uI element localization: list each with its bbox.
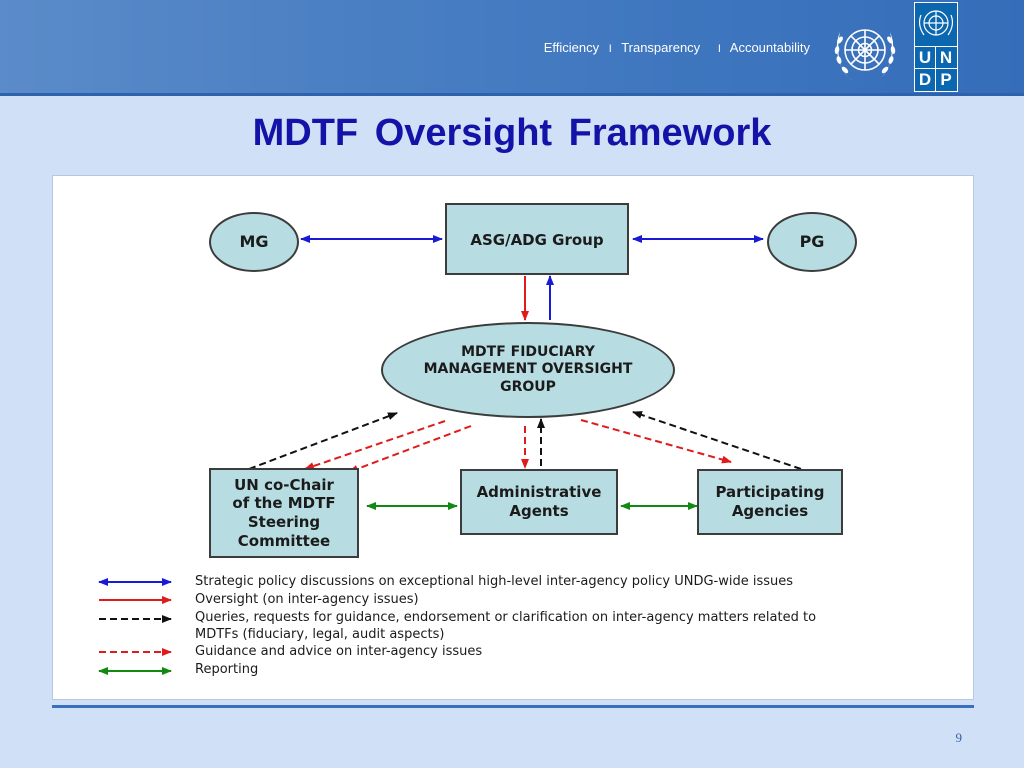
undp-letter: P (940, 70, 952, 89)
page-number: 9 (955, 730, 962, 745)
legend-oversight: Oversight (on inter-agency issues) (195, 592, 419, 607)
legend-queries-cont: MDTFs (fiduciary, legal, audit aspects) (195, 627, 445, 642)
legend-guidance: Guidance and advice on inter-agency issues (195, 644, 483, 659)
undp-letter: D (918, 70, 932, 89)
guidance-to-participating-arrow (581, 420, 731, 462)
participating-line-2: Agencies (731, 502, 809, 520)
oversight-line-3: GROUP (500, 378, 556, 395)
cochair-queries-arrow (249, 413, 397, 469)
admin-line-1: Administrative (476, 483, 602, 502)
cochair-line-2: of the MDTF (232, 494, 336, 513)
undp-letter: N (939, 48, 953, 67)
tagline-accountability: Accountability (729, 40, 810, 55)
header-banner (0, 0, 1024, 96)
admin-line-2: Agents (509, 502, 569, 520)
participating-queries-arrow (633, 412, 801, 469)
oversight-line-2: MANAGEMENT OVERSIGHT (423, 361, 633, 378)
node-oversight-group (381, 322, 675, 418)
legend-strategic: Strategic policy discussions on exceptional high-level inter-agency policy UNDG-wide issues (195, 574, 794, 589)
node-asg-adg-group: ASG/ADG Group (445, 203, 629, 275)
tagline-efficiency: Efficiency (543, 40, 600, 55)
node-administrative-agents (460, 469, 618, 535)
node-un-cochair (209, 468, 359, 558)
legend-queries: Queries, requests for guidance, endorsement or clarification on inter-agency matters related to (195, 610, 817, 625)
diagram-panel (52, 175, 974, 700)
tagline-separator: I (608, 43, 612, 55)
legend-reporting: Reporting (195, 662, 259, 677)
node-pg: PG (767, 212, 857, 272)
cochair-line-1: UN co-Chair (234, 475, 334, 494)
cochair-line-4: Committee (237, 531, 331, 550)
cochair-line-3: Steering (247, 513, 321, 531)
un-emblem-icon (826, 14, 904, 86)
oversight-line-1: MDTF FIDUCIARY (461, 343, 595, 360)
slide-title: MDTF Oversight Framework (252, 112, 772, 154)
undp-logo (914, 2, 958, 92)
tagline-transparency: Transparency (621, 40, 701, 55)
tagline-separator: I (717, 43, 721, 55)
undp-letters (915, 47, 957, 91)
node-mg: MG (209, 212, 299, 272)
tagline (544, 40, 810, 55)
undp-letter: U (918, 48, 932, 67)
participating-line-1: Participating (715, 483, 825, 502)
un-globe-icon (915, 3, 957, 45)
footer-divider (52, 705, 974, 708)
node-participating-agencies (697, 469, 843, 535)
